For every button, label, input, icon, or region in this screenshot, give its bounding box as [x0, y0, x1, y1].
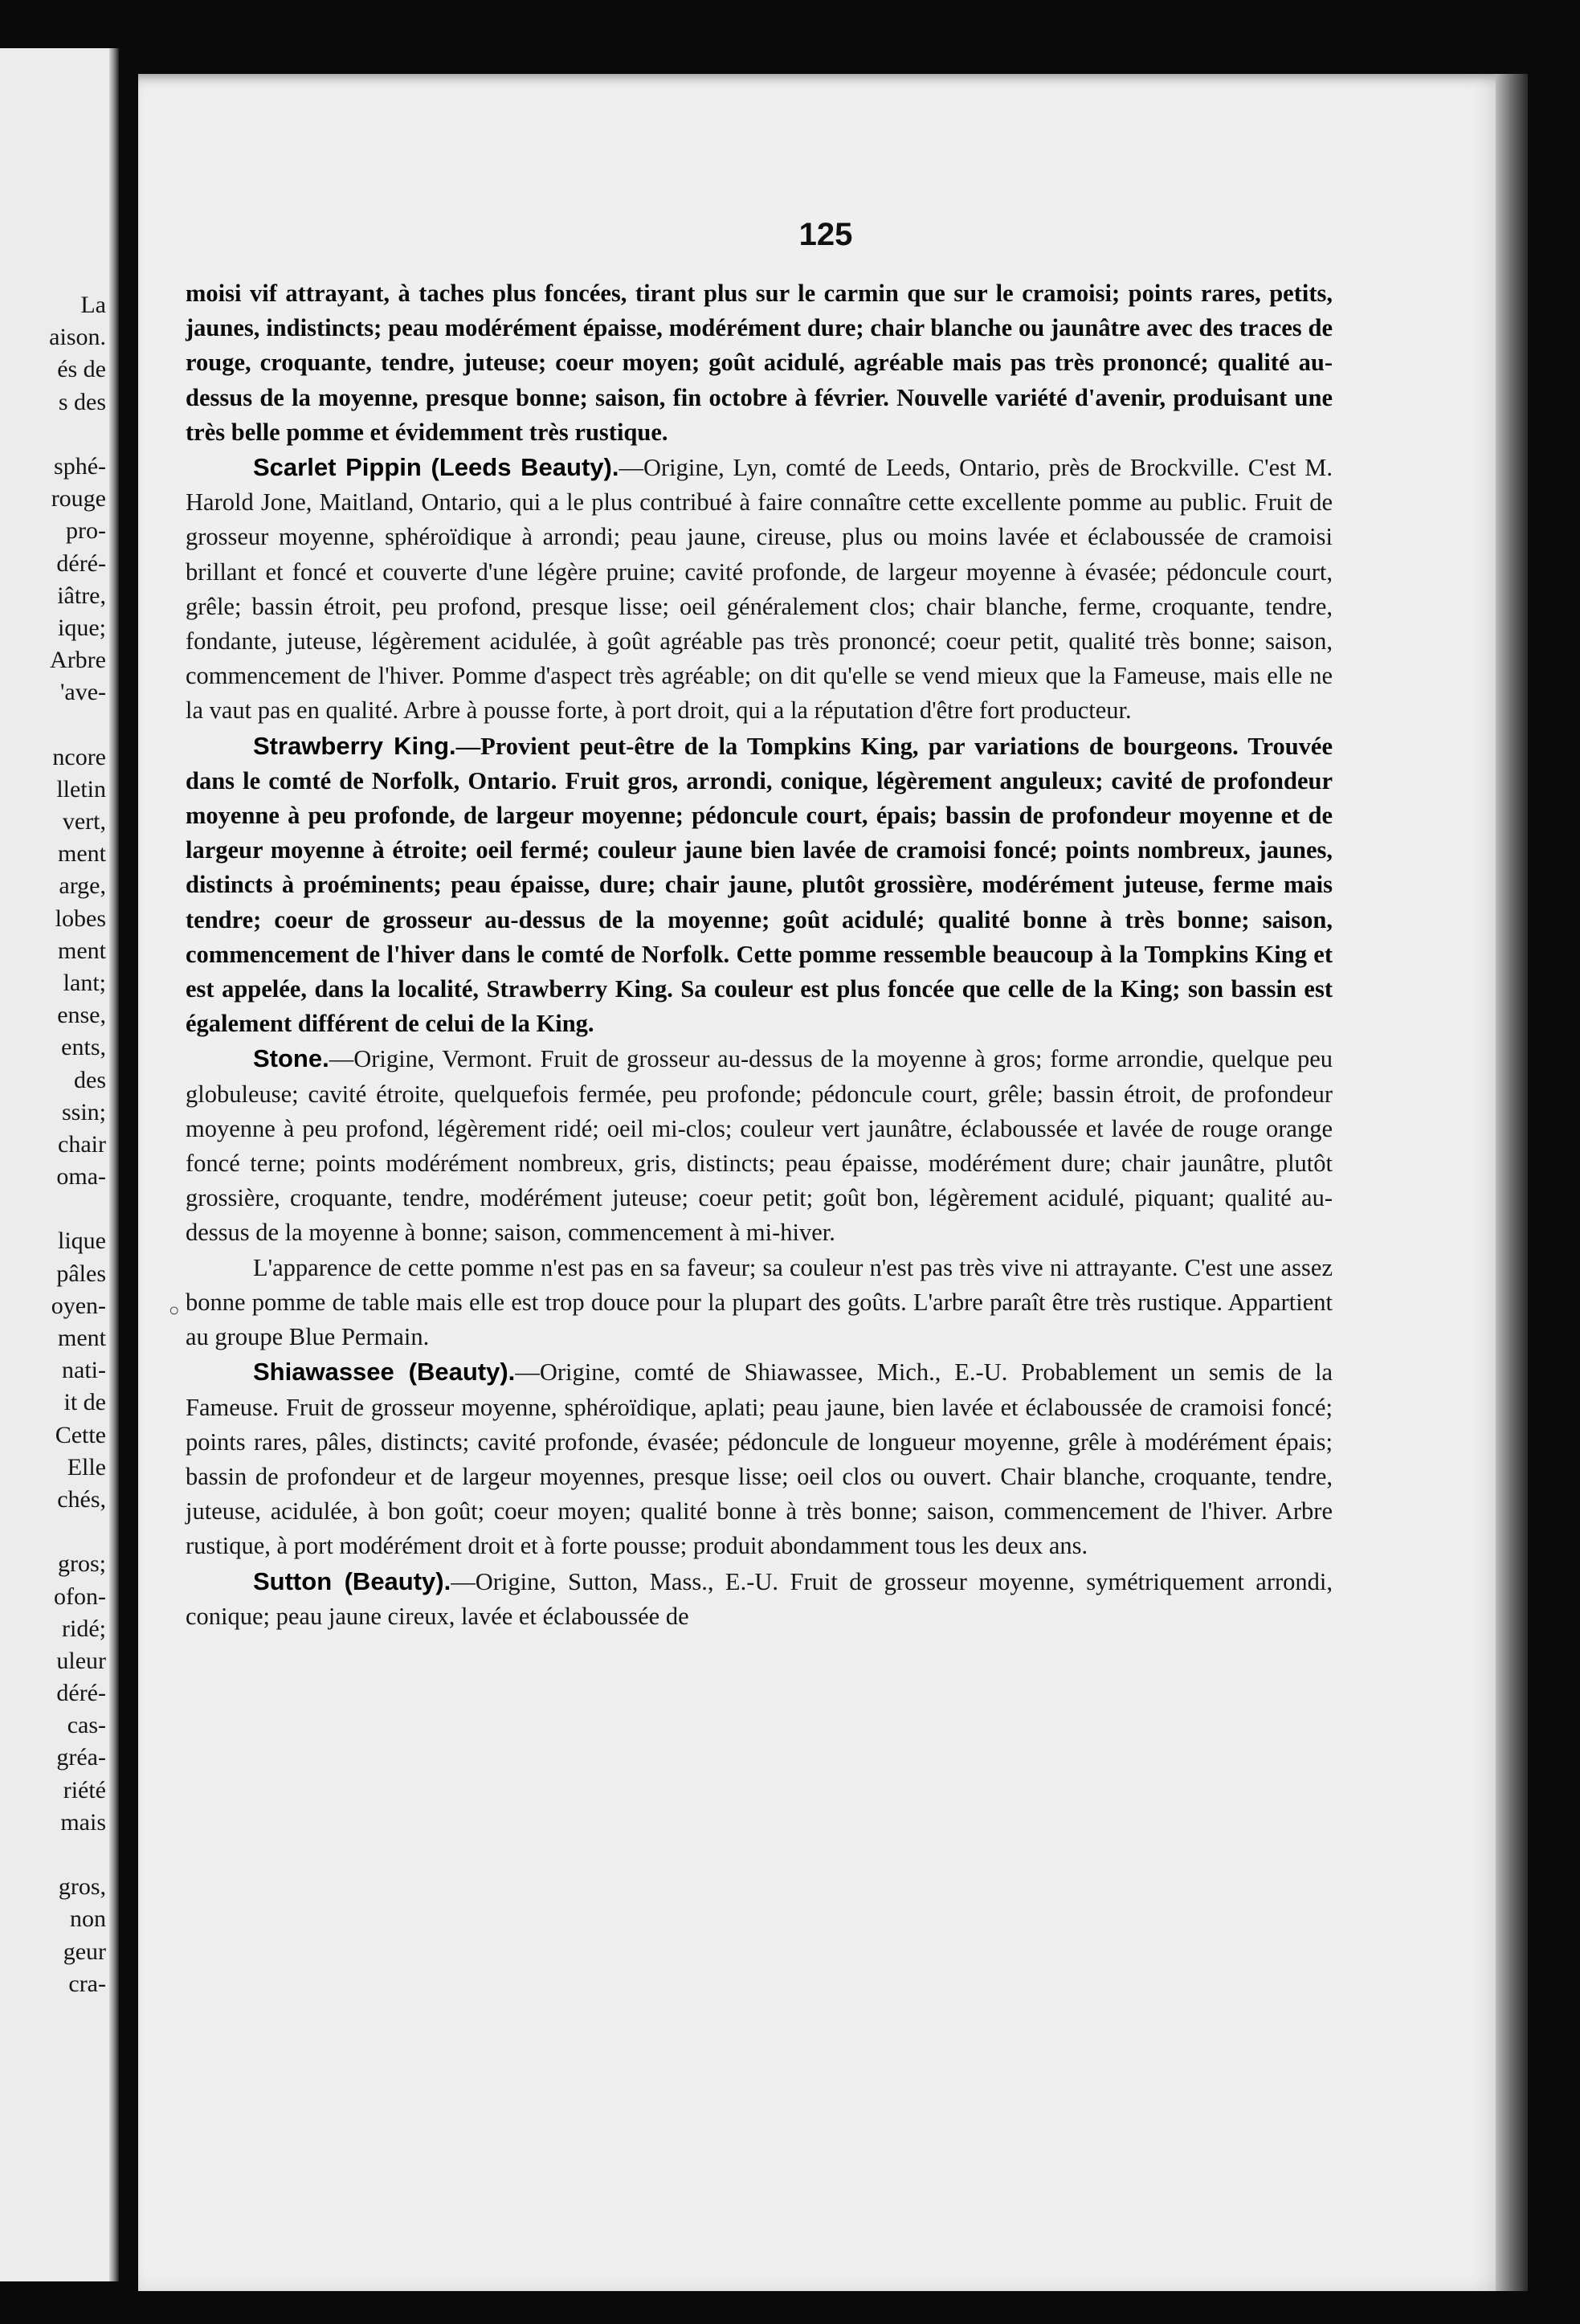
previous-page-fragment: rouge [51, 485, 106, 513]
previous-page-fragment: lobes [55, 905, 106, 932]
entry-text: —Origine, Lyn, comté de Leeds, Ontario, près de Brockville. C'est M. Harold Jone, Maitland, Ontario, qui a le plus contribué à faire connaître cette excellente pomme au public. Fruit de grosseur moyenne, sphéroïdique à arrondi; peau jaune, cireuse, plus ou moins lavée et éclaboussée de cramoisi brillant et foncé et couverte d'une légère pruine; cavité profonde, de largeur moyenne à évasée; pédoncule court, grêle; bassin étroit, peu profond, presque lisse; oeil généralement clos; chair blanche, ferme, croquante, tendre, fondante, juteuse, légèrement acidulée, à goût agréable pas très prononcé; coeur petit, qualité très bonne; saison, commencement de l'hiver. Pomme d'aspect très agréable; on dit qu'elle se vend mieux que la Fameuse, mais elle ne la vaut pas en qualité. Arbre à pousse forte, à port droit, qui a la réputation d'être fort producteur. [186, 454, 1333, 725]
previous-page-fragment: sphé- [54, 452, 106, 480]
entry-sutton [186, 1564, 1333, 1634]
previous-page-fragment [49, 709, 106, 741]
previous-page-fragment: pâles [56, 1260, 106, 1287]
previous-page-fragment: nati- [62, 1357, 106, 1384]
previous-page-fragment: déré- [56, 1680, 106, 1707]
previous-page-fragment: mais [60, 1808, 106, 1836]
entry-shiawassee [186, 1354, 1333, 1563]
previous-page-fragment: ncore [52, 743, 106, 770]
previous-page-fragment: gros, [58, 1873, 106, 1901]
entry-text: —Provient peut-être de la Tompkins King, par variations de bourgeons. Trouvée dans le comté de Norfolk, Ontario. Fruit gros, arrondi, conique, légèrement anguleux; cavité de profondeur moyenne à peu profonde, de largeur moyenne; pédoncule court, épais; bassin de profondeur moyenne et de largeur moyenne à étroite; oeil fermé; couleur jaune bien lavée de cramoisi foncé; points nombreux, jaunes, distincts à proéminents; peau épaisse, dure; chair jaune, plutôt grossière, modérément juteuse, ferme mais tendre; coeur de grosseur au-dessus de la moyenne; goût acidulé; qualité bonne à très bonne; saison, commencement de l'hiver dans le comté de Norfolk. Cette pomme ressemble beaucoup à la Tompkins King et est appelée, dans la localité, Strawberry King. Sa couleur est plus foncée que celle de la King; son bassin est également différent de celui de la King. [186, 732, 1333, 1038]
entry-title: Scarlet Pippin (Leeds Beauty). [253, 453, 619, 482]
previous-page-fragment: pro- [66, 517, 106, 545]
paragraph-text: L'apparence de cette pomme n'est pas en sa faveur; sa couleur n'est pas très vive ni attrayante. C'est une assez bonne pomme de table mais elle est trop douce pour la plupart des goûts. L'arbre paraît être très rustique. Appartient au groupe Blue Permain. [186, 1253, 1333, 1351]
previous-page-fragment: vert, [62, 808, 106, 835]
entry-stone [186, 1041, 1333, 1250]
entry-strawberry-king [186, 729, 1333, 1042]
book-gutter [109, 48, 119, 2281]
previous-page-fragment: ofon- [54, 1583, 106, 1610]
entry-text: —Origine, Vermont. Fruit de grosseur au-dessus de la moyenne à gros; forme arrondie, quelque peu globuleuse; cavité étroite, quelquefois fermée, peu profonde; pédoncule court, grêle; bassin étroit, de profondeur moyenne à peu profond, légèrement ridé; oeil mi-clos; couleur vert jaunâtre, éclaboussée et lavée de rouge orange foncé terne; points modérément nombreux, gris, distincts; peau épaisse, modérément dure; chair jaunâtre, plutôt grossière, croquante, tendre, modérément juteuse; coeur petit; goût bon, légèrement acidulé, piquant; qualité au-dessus de la moyenne à bonne; saison, commencement à mi-hiver. [186, 1045, 1333, 1247]
previous-page-fragment: des [74, 1066, 106, 1093]
page-body-text [186, 276, 1333, 1634]
previous-page-fragment: 'ave- [59, 679, 106, 706]
previous-page-fragment: Cette [55, 1421, 106, 1448]
page-number: 125 [798, 217, 853, 252]
previous-page-fragment: aison. [49, 324, 106, 351]
previous-page-fragment: déré- [56, 549, 106, 577]
previous-page-fragment [49, 419, 106, 451]
previous-page-text [49, 289, 106, 2000]
previous-page-fragment: ment [58, 840, 106, 868]
previous-page-fragment: oyen- [51, 1292, 106, 1319]
previous-page-fragment: non [70, 1905, 106, 1933]
previous-page-fragment: ment [58, 937, 106, 964]
previous-page-fragment: ssin; [61, 1098, 106, 1125]
previous-page-fragment: és de [57, 356, 106, 383]
previous-page-fragment: arge, [59, 872, 106, 900]
previous-page-fragment: La [80, 292, 106, 318]
previous-page-fragment: lant; [63, 969, 106, 996]
previous-page-fragment: ment [58, 1325, 106, 1351]
previous-page-fragment: Arbre [50, 647, 106, 674]
previous-page-fragment: geur [63, 1938, 106, 1965]
previous-page-fragment: ents, [61, 1034, 106, 1061]
previous-page-fragment [49, 1516, 106, 1548]
previous-page-strip [0, 48, 119, 2281]
margin-mark: ○ [169, 1300, 180, 1320]
entry-title: Strawberry King. [253, 731, 456, 760]
previous-page-fragment: Elle [67, 1453, 106, 1481]
paragraph-text: moisi vif attrayant, à taches plus foncées, tirant plus sur le carmin que sur le cramoisi; points rares, petits, jaunes, indistincts; peau modérément épaisse, modérément dure; chair blanche ou jaunâtre avec des traces de rouge, croquante, tendre, juteuse; coeur moyen; goût acidulé, agréable mais pas très prononcé; qualité au-dessus de la moyenne, presque bonne; saison, fin octobre à février. Nouvelle variété d'avenir, produisant une très belle pomme et évidemment très rustique. [186, 280, 1333, 446]
previous-page-fragment [49, 1839, 106, 1871]
entry-title: Shiawassee (Beauty). [253, 1358, 516, 1387]
previous-page-fragment: gréa- [56, 1744, 106, 1771]
previous-page-fragment: lletin [56, 775, 106, 803]
entry-text: —Origine, comté de Shiawassee, Mich., E.-U. Probablement un semis de la Fameuse. Fruit de grosseur moyenne, sphéroïdique, aplati; peau jaune, bien lavée et éclaboussée de cramoisi foncé; points rares, pâles, distincts; cavité profonde, évasée; pédoncule de longueur moyenne, grêle à modérément épais; bassin de profondeur et de largeur moyennes, presque lisse; oeil clos ou ouvert. Chair blanche, croquante, tendre, juteuse, acidulée, à bon goût; coeur moyen; qualité bonne à très bonne; saison, commencement de l'hiver. Arbre rustique, à port modérément droit et à forte pousse; produit abondamment tous les deux ans. [186, 1358, 1333, 1560]
previous-page-fragment: uleur [56, 1647, 106, 1674]
paragraph-stone-notes [186, 1251, 1333, 1355]
previous-page-fragment: riété [63, 1776, 106, 1803]
previous-page-fragment: cra- [68, 1970, 106, 1997]
previous-page-fragment: ridé; [62, 1615, 106, 1642]
previous-page-fragment: ense, [57, 1002, 106, 1029]
entry-title: Stone. [253, 1044, 329, 1073]
paragraph-continuation [186, 276, 1333, 450]
entry-text: —Origine, Sutton, Mass., E.-U. Fruit de grosseur moyenne, symétriquement arrondi, conique; peau jaune cireux, lavée et éclaboussée de [186, 1567, 1333, 1630]
previous-page-fragment: ique; [58, 614, 106, 641]
previous-page-fragment: chair [58, 1130, 106, 1158]
page-edge [1496, 74, 1528, 2291]
entry-title: Sutton (Beauty). [253, 1566, 451, 1595]
previous-page-fragment: it de [63, 1389, 106, 1416]
entry-scarlet-pippin [186, 450, 1333, 729]
previous-page-fragment: oma- [56, 1163, 106, 1191]
previous-page-fragment: chés, [57, 1485, 106, 1513]
previous-page-fragment: iâtre, [57, 582, 106, 609]
previous-page-fragment: gros; [58, 1550, 106, 1578]
previous-page-fragment: s des [58, 388, 106, 415]
previous-page-fragment: lique [58, 1227, 106, 1255]
previous-page-fragment: cas- [67, 1712, 106, 1739]
previous-page-fragment [49, 1193, 106, 1225]
